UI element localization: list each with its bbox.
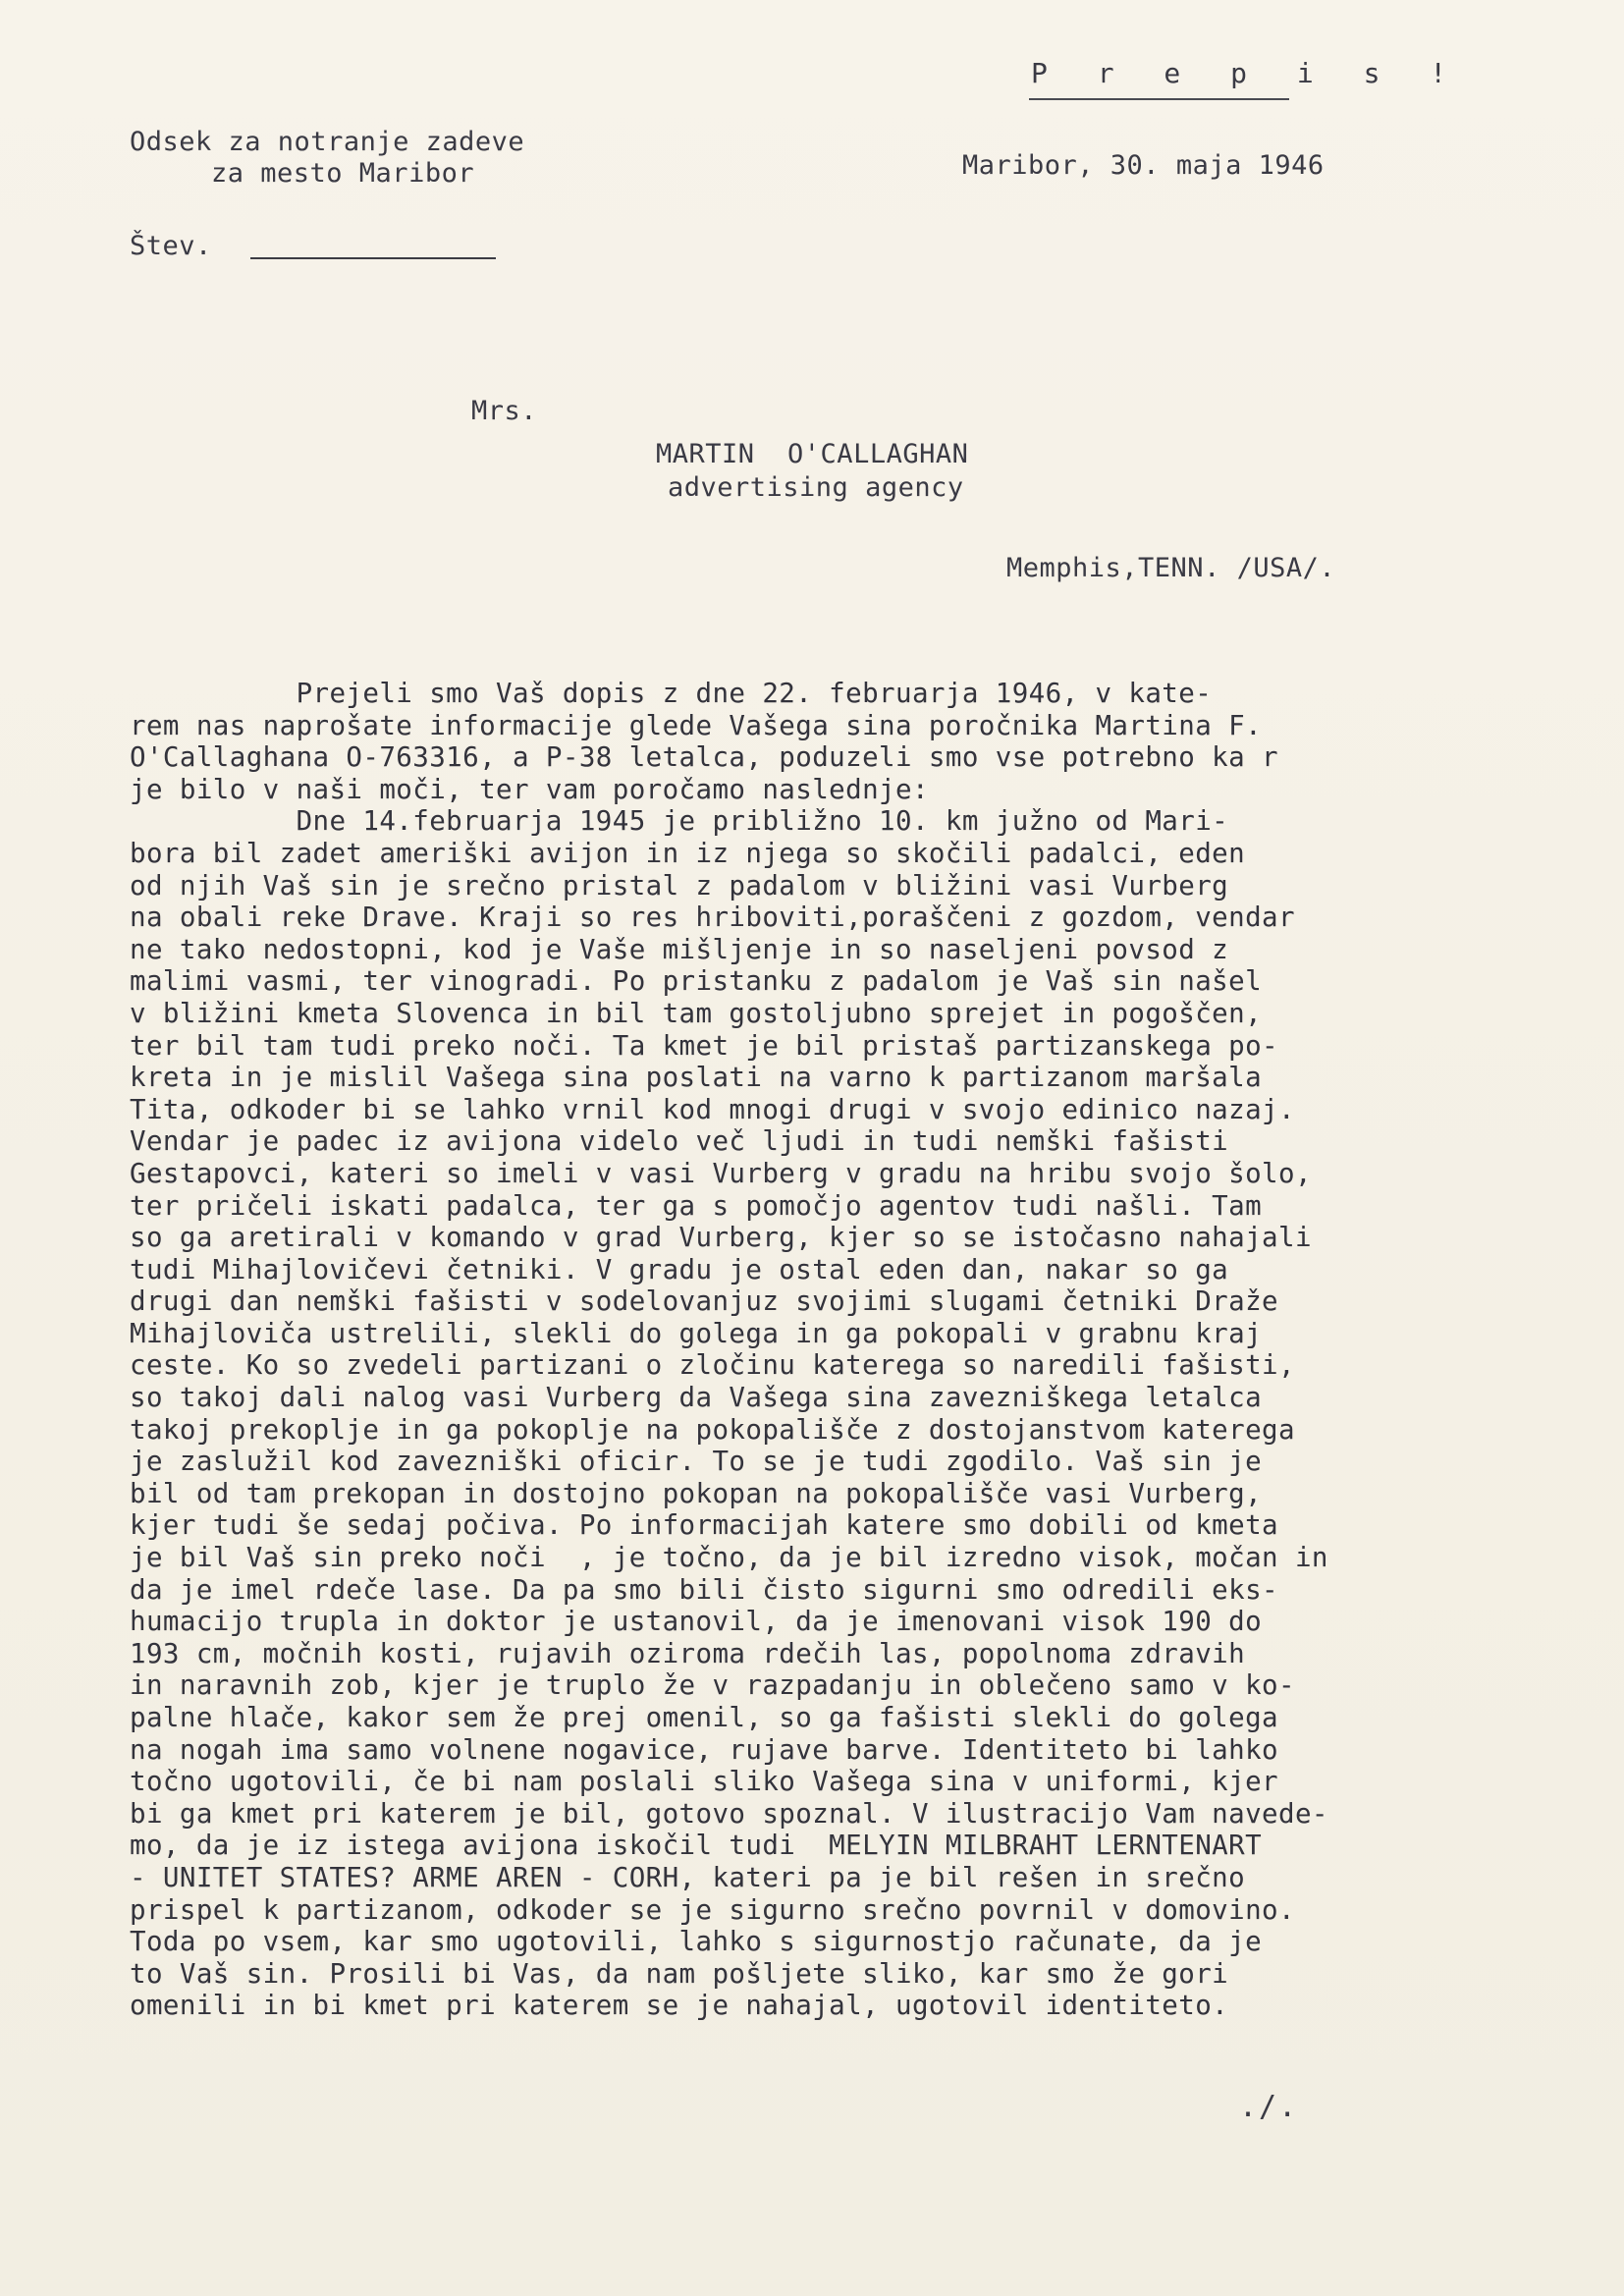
body-line: omenili in bi kmet pri katerem se je nahajal, ugotovil identiteto. [130,1990,1229,2022]
body-line: v bližini kmeta Slovenca in bil tam gostoljubno sprejet in pogoščen, [130,997,1263,1029]
body-line: je zaslužil kod zavezniški oficir. To se je tudi zgodilo. Vaš sin je [130,1446,1263,1478]
body-line: drugi dan nemški fašisti v sodelovanjuz svojimi slugami četniki Draže [130,1285,1278,1318]
body-line: rem nas naprošate informacije glede Vašega sina poročnika Martina F. [130,709,1263,741]
body-line: bil od tam prekopan in dostojno pokopan na pokopališče vasi Vurberg, [130,1477,1263,1509]
body-line: ter bil tam tudi preko noči. Ta kmet je bil pristaš partizanskega po- [130,1029,1278,1062]
body-line: točno ugotovili, če bi nam poslali sliko Vašega sina v uniformi, kjer [130,1766,1278,1798]
body-line: prispel k partizanom, odkoder se je sigurno srečno povrnil v domovino. [130,1893,1295,1926]
body-line: kreta in je mislil Vašega sina poslati na varno k partizanom maršala [130,1062,1263,1094]
body-line: malimi vasmi, ter vinogradi. Po pristanku z padalom je Vaš sin našel [130,965,1263,998]
body-line: humacijo trupla in doktor je ustanovil, da je imenovani visok 190 do [130,1606,1263,1638]
body-line: so takoj dali nalog vasi Vurberg da Vašega sina zavezniškega letalca [130,1382,1263,1414]
recipient-salutation: Mrs. [471,396,538,426]
body-line: mo, da je iz istega avijona iskočil tudi MELYIN MILBRAHT LERNTENART [130,1830,1263,1862]
reference-number-blank [250,257,496,259]
department-line-1: Odsek za notranje zadeve [130,127,525,157]
body-line: in naravnih zob, kjer je truplo že v razpadanju in oblečeno samo v ko- [130,1669,1295,1702]
continuation-mark: ./. [1239,2090,1299,2124]
body-line: bora bil zadet ameriški avijon in iz njega so skočili padalci, eden [130,837,1246,869]
body-line: Tita, odkoder bi se lahko vrnil kod mnogi drugi v svojo edinico nazaj. [130,1093,1295,1125]
place-date: Maribor, 30. maja 1946 [962,150,1325,181]
body-line: kjer tudi še sedaj počiva. Po informacijah katere smo dobili od kmeta [130,1509,1278,1542]
body-line: bi ga kmet pri katerem je bil, gotovo spoznal. V ilustracijo Vam navede- [130,1797,1328,1830]
body-line: Dne 14.februarja 1945 je približno 10. km južno od Mari- [130,805,1229,838]
body-line: na nogah ima samo volnene nogavice, rujave barve. Identiteto bi lahko [130,1733,1278,1766]
body-line: Prejeli smo Vaš dopis z dne 22. februarja 1946, v kate- [130,678,1213,709]
body-line: je bil Vaš sin preko noči , je točno, da je bil izredno visok, močan in [130,1542,1328,1574]
body-line: Vendar je padec iz avijona videlo več ljudi in tudi nemški fašisti [130,1125,1229,1158]
body-line: tudi Mihajlovičevi četniki. V gradu je ostal eden dan, nakar so ga [130,1253,1229,1285]
body-line: na obali reke Drave. Kraji so res hriboviti,poraščeni z gozdom, vendar [130,902,1295,934]
body-line: O'Callaghana O-763316, a P-38 letalca, poduzeli smo vse potrebno ka r [130,741,1278,774]
reference-number-label: Štev. [130,231,212,261]
body-line: takoj prekoplje in ga pokoplje na pokopališče z dostojanstvom katerega [130,1413,1295,1446]
body-line: ceste. Ko so zvedeli partizani o zločinu katerega so naredili fašisti, [130,1349,1295,1382]
body-line: ter pričeli iskati padalca, ter ga s pomočjo agentov tudi našli. Tam [130,1189,1263,1222]
body-line: so ga aretirali v komando v grad Vurberg, kjer so se istočasno nahajali [130,1222,1312,1254]
body-line: to Vaš sin. Prosili bi Vas, da nam pošljete sliko, kar smo že gori [130,1957,1229,1990]
body-line: Gestapovci, kateri so imeli v vasi Vurberg v gradu na hribu svojo šolo, [130,1157,1312,1189]
body-line: 193 cm, močnih kosti, rujavih oziroma rdečih las, popolnoma zdravih [130,1637,1246,1669]
body-line: Toda po vsem, kar smo ugotovili, lahko s sigurnostjo računate, da je [130,1926,1263,1958]
copy-stamp-underline [1029,98,1289,100]
recipient-city: Memphis,TENN. /USA/. [1006,553,1336,583]
body-line: - UNITET STATES? ARME AREN - CORH, kateri pa je bil rešen in srečno [130,1861,1246,1893]
recipient-company: advertising agency [668,472,964,503]
body-line: da je imel rdeče lase. Da pa smo bili čisto sigurni smo odredili eks- [130,1573,1278,1606]
body-line: Mihajloviča ustrelili, slekli do golega in ga pokopali v grabnu kraj [130,1317,1263,1349]
copy-stamp: P r e p i s ! [1031,57,1464,89]
department-line-2: za mesto Maribor [211,158,475,189]
recipient-name: MARTIN O'CALLAGHAN [656,439,969,469]
body-line: palne hlače, kakor sem že prej omenil, so ga fašisti slekli do golega [130,1702,1278,1733]
letter-body [130,678,1583,2022]
body-line: ne tako nedostopni, kod je Vaše mišljenje in so naseljeni povsod z [130,933,1229,965]
body-line: je bilo v naši moči, ter vam poročamo naslednje: [130,773,929,805]
body-line: od njih Vaš sin je srečno pristal z padalom v bližini vasi Vurberg [130,869,1229,902]
